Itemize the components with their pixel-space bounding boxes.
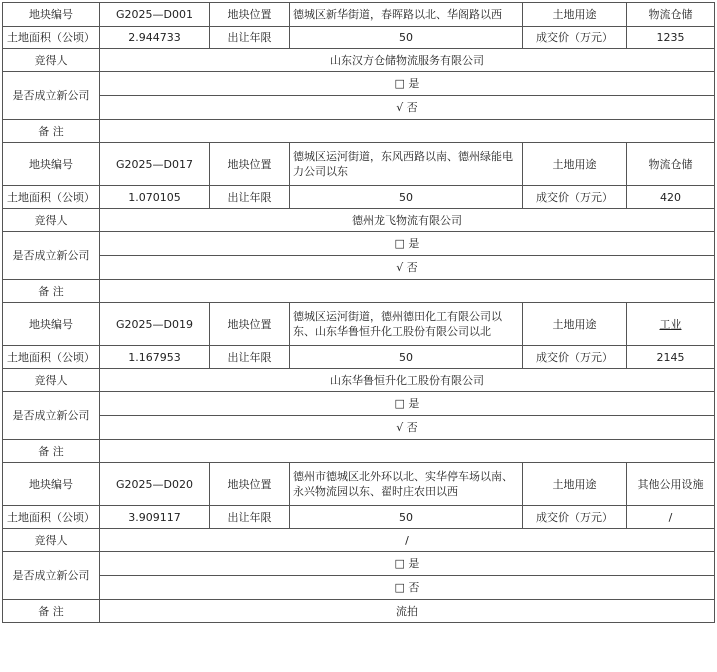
land-transaction-table bbox=[2, 2, 715, 623]
winner-value: 德州龙飞物流有限公司 bbox=[100, 209, 715, 232]
remark-label: 备 注 bbox=[3, 280, 100, 303]
new-company-option-no: √ 否 bbox=[100, 256, 715, 280]
term-label: 出让年限 bbox=[210, 506, 290, 529]
term-value: 50 bbox=[290, 506, 523, 529]
parcel-detail-row bbox=[3, 186, 715, 209]
location-value: 德城区运河街道，东风西路以南、德州绿能电力公司以东 bbox=[290, 143, 523, 186]
new-company-label: 是否成立新公司 bbox=[3, 552, 100, 600]
parcel-no-value: G2025—D001 bbox=[100, 3, 210, 27]
location-value: 德州市德城区北外环以北、实华停车场以南、永兴物流园以东、翟时庄农田以西 bbox=[290, 463, 523, 506]
term-label: 出让年限 bbox=[210, 346, 290, 369]
new-company-option-no: □ 否 bbox=[100, 576, 715, 600]
winner-label: 竞得人 bbox=[3, 49, 100, 72]
parcel-no-value: G2025—D017 bbox=[100, 143, 210, 186]
parcel-header-row bbox=[3, 303, 715, 346]
parcel-detail-row bbox=[3, 346, 715, 369]
winner-value: 山东华鲁恒升化工股份有限公司 bbox=[100, 369, 715, 392]
winner-label: 竞得人 bbox=[3, 529, 100, 552]
remark-row bbox=[3, 280, 715, 303]
new-company-label: 是否成立新公司 bbox=[3, 392, 100, 440]
new-company-row-no bbox=[3, 256, 715, 280]
new-company-option-yes: □ 是 bbox=[100, 392, 715, 416]
area-value: 1.070105 bbox=[100, 186, 210, 209]
new-company-row-yes bbox=[3, 72, 715, 96]
usage-label: 土地用途 bbox=[523, 143, 627, 186]
remark-row bbox=[3, 600, 715, 623]
remark-value bbox=[100, 440, 715, 463]
parcel-block-4 bbox=[3, 463, 715, 623]
parcel-block-2 bbox=[3, 143, 715, 303]
winner-row bbox=[3, 529, 715, 552]
remark-label: 备 注 bbox=[3, 440, 100, 463]
remark-label: 备 注 bbox=[3, 600, 100, 623]
parcel-no-value: G2025—D019 bbox=[100, 303, 210, 346]
area-label: 土地面积（公顷） bbox=[3, 27, 100, 49]
remark-value bbox=[100, 280, 715, 303]
remark-row bbox=[3, 120, 715, 143]
new-company-option-yes: □ 是 bbox=[100, 552, 715, 576]
parcel-no-label: 地块编号 bbox=[3, 463, 100, 506]
parcel-no-label: 地块编号 bbox=[3, 303, 100, 346]
price-value: 420 bbox=[627, 186, 715, 209]
winner-value: / bbox=[100, 529, 715, 552]
term-value: 50 bbox=[290, 186, 523, 209]
term-value: 50 bbox=[290, 27, 523, 49]
price-label: 成交价（万元） bbox=[523, 186, 627, 209]
usage-value: 其他公用设施 bbox=[627, 463, 715, 506]
location-label: 地块位置 bbox=[210, 303, 290, 346]
winner-label: 竞得人 bbox=[3, 369, 100, 392]
usage-value: 工业 bbox=[627, 303, 715, 346]
new-company-row-yes bbox=[3, 392, 715, 416]
term-value: 50 bbox=[290, 346, 523, 369]
price-value: / bbox=[627, 506, 715, 529]
new-company-row-no bbox=[3, 96, 715, 120]
term-label: 出让年限 bbox=[210, 27, 290, 49]
parcel-header-row bbox=[3, 143, 715, 186]
remark-label: 备 注 bbox=[3, 120, 100, 143]
price-value: 2145 bbox=[627, 346, 715, 369]
winner-row bbox=[3, 209, 715, 232]
parcel-header-row bbox=[3, 3, 715, 27]
new-company-row-no bbox=[3, 576, 715, 600]
area-value: 1.167953 bbox=[100, 346, 210, 369]
land-transaction-table-container bbox=[2, 2, 715, 623]
location-value: 德城区运河街道，德州德田化工有限公司以东、山东华鲁恒升化工股份有限公司以北 bbox=[290, 303, 523, 346]
usage-value: 物流仓储 bbox=[627, 143, 715, 186]
remark-value: 流拍 bbox=[100, 600, 715, 623]
usage-label: 土地用途 bbox=[523, 463, 627, 506]
area-value: 2.944733 bbox=[100, 27, 210, 49]
parcel-header-row bbox=[3, 463, 715, 506]
price-value: 1235 bbox=[627, 27, 715, 49]
term-label: 出让年限 bbox=[210, 186, 290, 209]
parcel-no-label: 地块编号 bbox=[3, 3, 100, 27]
usage-value: 物流仓储 bbox=[627, 3, 715, 27]
parcel-block-1 bbox=[3, 3, 715, 143]
price-label: 成交价（万元） bbox=[523, 506, 627, 529]
parcel-no-value: G2025—D020 bbox=[100, 463, 210, 506]
parcel-detail-row bbox=[3, 27, 715, 49]
new-company-option-no: √ 否 bbox=[100, 416, 715, 440]
usage-label: 土地用途 bbox=[523, 303, 627, 346]
location-value: 德城区新华街道，春晖路以北、华阁路以西 bbox=[290, 3, 523, 27]
winner-row bbox=[3, 49, 715, 72]
area-label: 土地面积（公顷） bbox=[3, 346, 100, 369]
area-label: 土地面积（公顷） bbox=[3, 506, 100, 529]
new-company-row-yes bbox=[3, 552, 715, 576]
price-label: 成交价（万元） bbox=[523, 346, 627, 369]
new-company-row-yes bbox=[3, 232, 715, 256]
location-label: 地块位置 bbox=[210, 143, 290, 186]
winner-row bbox=[3, 369, 715, 392]
parcel-no-label: 地块编号 bbox=[3, 143, 100, 186]
parcel-block-3 bbox=[3, 303, 715, 463]
area-value: 3.909117 bbox=[100, 506, 210, 529]
new-company-label: 是否成立新公司 bbox=[3, 72, 100, 120]
winner-value: 山东汉方仓储物流服务有限公司 bbox=[100, 49, 715, 72]
winner-label: 竞得人 bbox=[3, 209, 100, 232]
usage-label: 土地用途 bbox=[523, 3, 627, 27]
parcel-detail-row bbox=[3, 506, 715, 529]
remark-row bbox=[3, 440, 715, 463]
new-company-label: 是否成立新公司 bbox=[3, 232, 100, 280]
location-label: 地块位置 bbox=[210, 3, 290, 27]
new-company-option-yes: □ 是 bbox=[100, 72, 715, 96]
area-label: 土地面积（公顷） bbox=[3, 186, 100, 209]
new-company-row-no bbox=[3, 416, 715, 440]
remark-value bbox=[100, 120, 715, 143]
location-label: 地块位置 bbox=[210, 463, 290, 506]
new-company-option-no: √ 否 bbox=[100, 96, 715, 120]
price-label: 成交价（万元） bbox=[523, 27, 627, 49]
new-company-option-yes: □ 是 bbox=[100, 232, 715, 256]
